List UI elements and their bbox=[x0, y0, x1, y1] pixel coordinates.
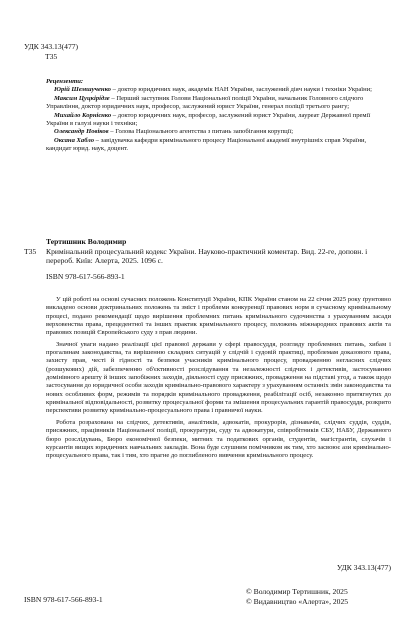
catalog-row bbox=[24, 237, 394, 247]
reviewer-entry bbox=[46, 86, 391, 94]
copyright-publisher: © Видавництво «Алерта», 2025 bbox=[246, 597, 349, 606]
reviewer-entry bbox=[46, 128, 391, 136]
udc-code: УДК 343.13(477) bbox=[24, 42, 79, 51]
catalog-isbn: ISBN 978-617-566-893-1 bbox=[46, 271, 125, 281]
reviewer-name: Юрій Шемшученко bbox=[54, 86, 111, 94]
annotation-paragraph: У цій роботі на основі сучасних положень Конституції України, КПК України станом на 22 січня 2025 року ґрунтовно викладено основи доктринальних положень та зміст і проблеми конкуренції правових норм в сучасному кримінальному процесі, подано рекомендації щодо вирішення проблемних питань кримінального судочинства з урахуванням засади верховенства права, прецедентної та інших практик кримінального процесу, положень міжнародних правових актів та правових позицій Європейського суду з прав людини. bbox=[46, 296, 391, 337]
reviewer-credentials: – Перший заступник Голови Національної поліції України, начальник Головного слідчого Управління, доктор юридичних наук, професор, заслужений юрист України, генерал поліції третього рангу; bbox=[46, 94, 364, 111]
author-sign: Т35 bbox=[45, 51, 58, 61]
reviewers-heading: Рецензенти: bbox=[46, 78, 84, 85]
footer-isbn: ISBN 978-617-566-893-1 bbox=[24, 595, 103, 604]
reviewer-credentials: – завідувачка кафедри кримінального процесу Національної академії внутрішніх справ України, кандидат юрид. наук, доцент. bbox=[46, 136, 367, 153]
catalog-record bbox=[24, 237, 394, 281]
reviewer-entry bbox=[46, 137, 391, 154]
udc-header bbox=[24, 42, 78, 61]
reviewer-name: Оксана Хабло bbox=[54, 136, 95, 144]
catalog-code: Т35 bbox=[24, 246, 37, 256]
reviewer-name: Олександр Новіков bbox=[54, 128, 109, 136]
annotation-paragraph: Значної уваги надано реалізації цієї правової держави у сфері правосуддя, розгляду проблемних питань, хибам і прогалинам законодавства, та вирішенню складних ситуацій у слідчій і судовій практиці, проблемам доказового права, захисту прав, честі й гідності та безпеки учасників кримінального процесу, провадженню негласних слідчих (розшукових) дій, забезпеченню об'єктивності розслідування та незалежності слідчих і детективів, застосуванню домінівного арешту й інших запобіжних заходів, діяльності суду присяжних, провадження на підставі угод, а також щодо застосування до юридичної особи заходів кримінально-правового характеру з урахуванням останніх змін законодавства та нових особливих форм, режимів та порядків кримінального провадження, реабілітації осіб, незаконно притягнутих до кримінальної відповідальності, розвитку процесуальної форми та змішення процесуальних гарантій правосуддя, розкрито перспективи розвитку кримінально-процесуального права і правничої науки. bbox=[46, 340, 391, 415]
copyright-author: © Володимир Тертишник, 2025 bbox=[246, 587, 348, 596]
reviewer-entry bbox=[46, 95, 391, 112]
catalog-row bbox=[24, 247, 394, 266]
reviewer-credentials: – доктор юридичних наук, професор, заслужений юрист України, лауреат Державної премії України в галузі науки і техніки; bbox=[46, 111, 371, 128]
footer-udc: УДК 343.13(477) bbox=[336, 563, 391, 572]
copyright-block bbox=[246, 587, 348, 607]
catalog-author: Тертишник Володимир bbox=[46, 237, 127, 246]
reviewer-name: Максим Цуцкірідзе bbox=[54, 94, 110, 102]
reviewer-name: Михайло Корнієнко bbox=[54, 111, 112, 119]
reviewer-credentials: – Голова Національного агентства з питань запобігання корупції; bbox=[108, 128, 294, 136]
reviewer-entry bbox=[46, 112, 391, 129]
catalog-code bbox=[24, 237, 46, 247]
annotation bbox=[46, 296, 391, 464]
catalog-description: Кримінальний процесуальний кодекс України. Науково-практичний коментар. Вид. 22-ге, доповн. і перероб. Київ: Алерта, 2025. 1096 с. bbox=[46, 246, 368, 265]
annotation-paragraph: Робота розрахована на слідчих, детективів, аналітиків, адвокатів, прокурорів, дізнавачів, слідчих суддів, суддів, присяжних, працівників Національної поліції, прокуратури, суду та адвокатури, співробітників СБУ, НАБУ, Державного бюро розслідувань, Бюро економічної безпеки, митних та податкових органів, студентів, магістрантів, слухачів і курсантів вищих юридичних навчальних закладів. Вона буде слушним помічником як тим, хто засвоює ази кримінально-процесуального права, так і тим, хто прагне до поглибленого вивчення кримінального процесу. bbox=[46, 418, 391, 460]
reviewer-credentials: – доктор юридичних наук, академік НАН України, заслужений діяч науки і техніки України; bbox=[110, 86, 373, 94]
reviewers-block bbox=[46, 78, 391, 154]
